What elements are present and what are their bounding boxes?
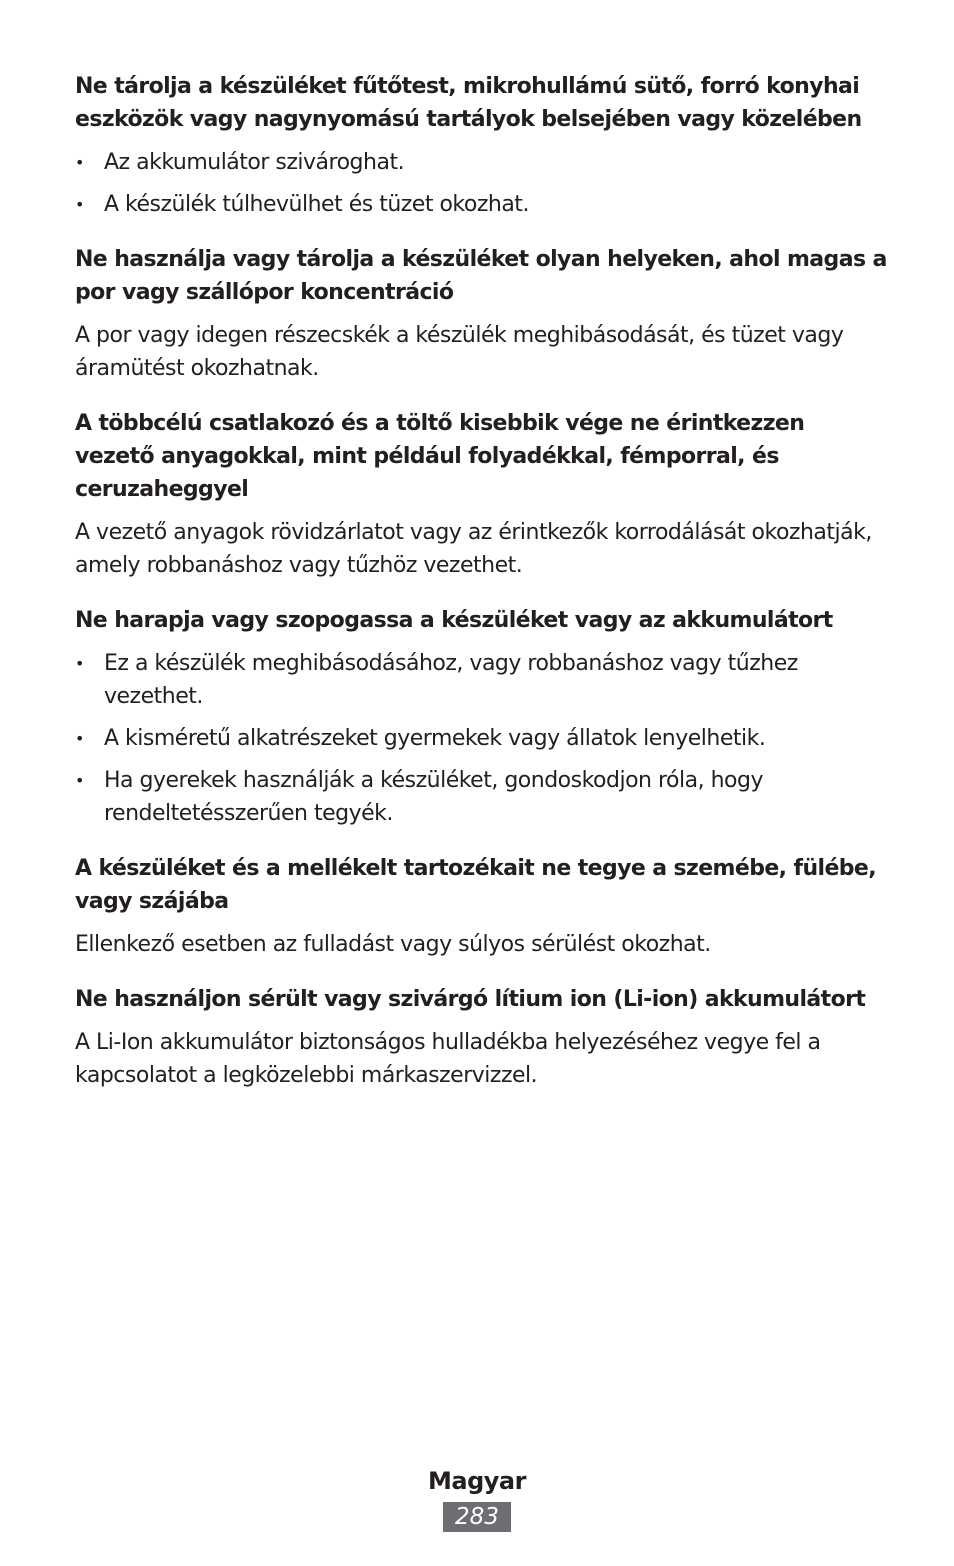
page-footer (0, 1464, 954, 1532)
section-heading: Ne harapja vagy szopogassa a készüléket vagy az akkumulátort (75, 608, 833, 633)
bullet-icon: • (75, 654, 84, 673)
bullet-list (75, 146, 887, 221)
section-heat-sources (75, 70, 887, 221)
bullet-item (75, 722, 887, 755)
section-heading: Ne használjon sérült vagy szivárgó lítium ion (Li-ion) akkumulátort (75, 987, 866, 1012)
bullet-item (75, 764, 887, 830)
bullet-list (75, 647, 887, 830)
section-damaged-battery (75, 983, 887, 1092)
bullet-icon: • (75, 153, 84, 172)
bullet-text: Ez a készülék meghibásodásához, vagy robbanáshoz vagy tűzhez vezethet. (104, 651, 798, 709)
bullet-text: Ha gyerekek használják a készüléket, gondoskodjon róla, hogy rendeltetésszerűen tegyék. (104, 768, 763, 826)
section-heading: A készüléket és a mellékelt tartozékait ne tegye a szemébe, fülébe, vagy szájába (75, 856, 876, 914)
section-text: A Li-Ion akkumulátor biztonságos hulladékba helyezéséhez vegye fel a kapcsolatot a legközelebbi márkaszervizzel. (75, 1030, 821, 1088)
bullet-icon: • (75, 729, 84, 748)
section-conductive-materials (75, 407, 887, 582)
bullet-icon: • (75, 771, 84, 790)
section-text: A por vagy idegen részecskék a készülék meghibásodását, és tüzet vagy áramütést okozhatnak. (75, 323, 844, 381)
bullet-item (75, 647, 887, 713)
section-heading: A többcélú csatlakozó és a töltő kisebbik vége ne érintkezzen vezető anyagokkal, mint például folyadékkal, fémporral, és ceruzaheggyel (75, 411, 805, 502)
section-biting (75, 604, 887, 830)
section-eyes-ears-mouth (75, 852, 887, 961)
bullet-icon: • (75, 195, 84, 214)
bullet-text: A kisméretű alkatrészeket gyermekek vagy állatok lenyelhetik. (104, 726, 766, 751)
bullet-text: Az akkumulátor szivároghat. (104, 150, 405, 175)
section-text: Ellenkező esetben az fulladást vagy súlyos sérülést okozhat. (75, 932, 711, 957)
section-dust (75, 243, 887, 385)
document-body (75, 70, 887, 1114)
footer-language: Magyar (428, 1467, 526, 1495)
section-text: A vezető anyagok rövidzárlatot vagy az érintkezők korrodálását okozhatják, amely robbanáshoz vagy tűzhöz vezethet. (75, 520, 872, 578)
section-heading: Ne tárolja a készüléket fűtőtest, mikrohullámú sütő, forró konyhai eszközök vagy nagynyomású tartályok belsejében vagy közelében (75, 74, 862, 132)
section-heading: Ne használja vagy tárolja a készüléket olyan helyeken, ahol magas a por vagy szállópor koncentráció (75, 247, 887, 305)
bullet-item (75, 146, 887, 179)
bullet-text: A készülék túlhevülhet és tüzet okozhat. (104, 192, 529, 217)
bullet-item (75, 188, 887, 221)
page-number: 283 (443, 1502, 511, 1532)
